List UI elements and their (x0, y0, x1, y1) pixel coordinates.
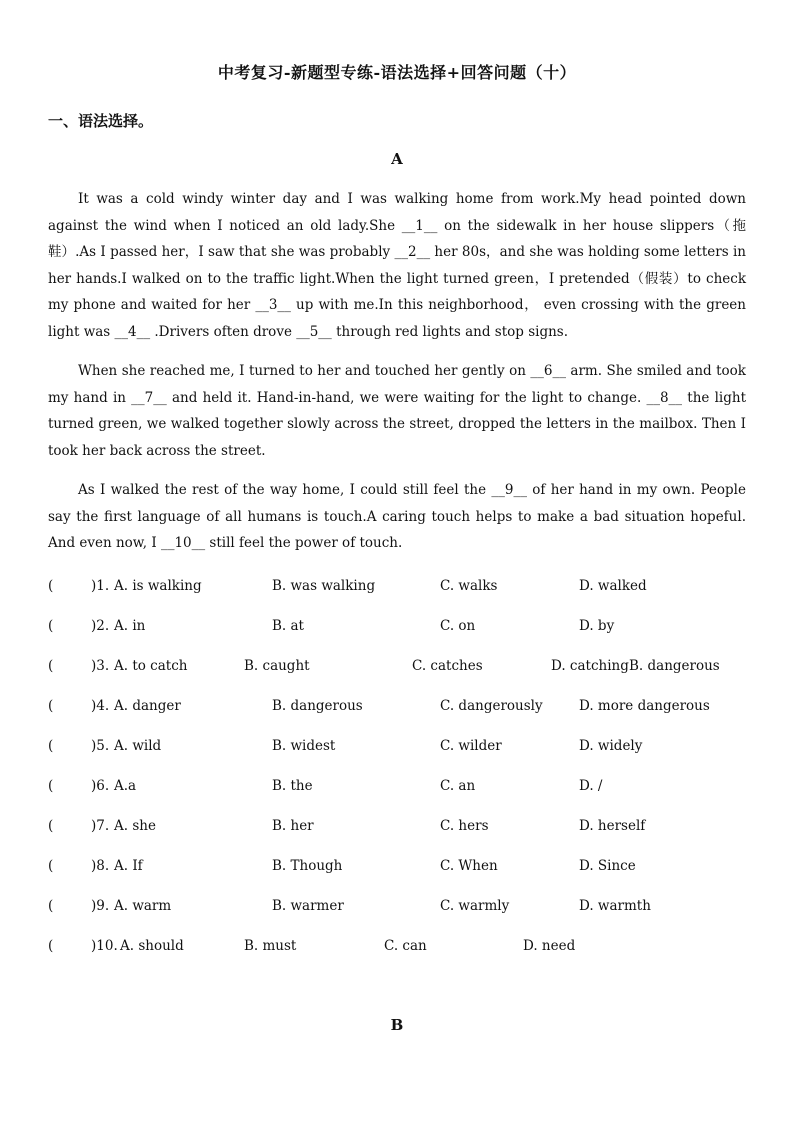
option-d: D. walked (579, 578, 647, 594)
question-number: )5. (91, 738, 110, 754)
option-a: A.a (114, 778, 137, 794)
option-b: B. was walking (272, 578, 376, 594)
question-number: )1. (91, 578, 110, 594)
section-heading: 一、语法选择。 (48, 112, 154, 130)
option-a: A. is walking (114, 578, 202, 594)
question-row (48, 818, 748, 838)
option-d: D. by (579, 618, 615, 634)
option-a: A. If (114, 858, 143, 874)
option-b: B. Though (272, 858, 343, 874)
question-number: )6. (91, 778, 110, 794)
question-row (48, 578, 748, 598)
answer-blank-open[interactable]: ( (48, 698, 54, 714)
question-row (48, 618, 748, 638)
answer-blank-open[interactable]: ( (48, 938, 54, 954)
option-b: B. widest (272, 738, 336, 754)
option-c: C. on (440, 618, 476, 634)
answer-blank-open[interactable]: ( (48, 818, 54, 834)
question-number: )9. (91, 898, 110, 914)
question-number: )4. (91, 698, 110, 714)
option-a: A. in (114, 618, 146, 634)
option-c: C. When (440, 858, 498, 874)
option-b: B. at (272, 618, 304, 634)
part-b-label: B (390, 1016, 404, 1034)
question-row (48, 698, 748, 718)
option-c: C. catches (412, 658, 483, 674)
question-row (48, 938, 748, 958)
answer-blank-open[interactable]: ( (48, 658, 54, 674)
question-number: )3. (91, 658, 110, 674)
question-number: )8. (91, 858, 110, 874)
answer-blank-open[interactable]: ( (48, 898, 54, 914)
option-extra: B. dangerous (629, 658, 720, 674)
question-row (48, 738, 748, 758)
option-b: B. dangerous (272, 698, 363, 714)
answer-blank-open[interactable]: ( (48, 778, 54, 794)
option-a: A. wild (114, 738, 162, 754)
part-a-label: A (391, 150, 403, 168)
option-d: D. herself (579, 818, 646, 834)
option-b: B. caught (244, 658, 310, 674)
question-row (48, 658, 748, 678)
option-c: C. walks (440, 578, 498, 594)
option-c: C. an (440, 778, 476, 794)
question-number: )7. (91, 818, 110, 834)
option-b: B. her (272, 818, 314, 834)
option-d: D. widely (579, 738, 643, 754)
option-c: C. wilder (440, 738, 502, 754)
passage-paragraph: It was a cold windy winter day and I was walking home from work.My head pointed down against the wind when I noticed an old lady.She __1__ on the sidewalk in her house slippers（拖鞋）.As I passed her，I saw that she was probably __2__ her 80s，and she was holding some letters in her hands.I walked on to the traffic light.When the light turned green，I pretended（假装）to check my phone and waited for her __3__ up with me.In this neighborhood， even crossing with the green light was __4__ .Drivers often drove __5__ through red lights and stop signs. (48, 191, 746, 340)
question-row (48, 778, 748, 798)
option-b: B. must (244, 938, 297, 954)
question-number: )2. (91, 618, 110, 634)
passage-paragraph: When she reached me, I turned to her and touched her gently on __6__ arm. She smiled and took my hand in __7__ and held it. Hand-in-hand, we were waiting for the light to change. __8__ the light turned green, we walked together slowly across the street, dropped the letters in the mailbox. Then I took her back across the street. (48, 363, 746, 459)
option-d: D. Since (579, 858, 636, 874)
page-title: 中考复习-新题型专练-语法选择+回答问题（十） (217, 63, 577, 82)
option-d: D. need (523, 938, 576, 954)
option-a: A. she (114, 818, 156, 834)
option-d: D. catching (551, 658, 629, 674)
question-row (48, 858, 748, 878)
option-a: A. danger (114, 698, 181, 714)
option-d: D. / (579, 778, 603, 794)
option-c: C. warmly (440, 898, 510, 914)
answer-blank-open[interactable]: ( (48, 858, 54, 874)
answer-blank-open[interactable]: ( (48, 618, 54, 634)
option-c: C. hers (440, 818, 489, 834)
option-a: A. should (120, 938, 184, 954)
option-b: B. the (272, 778, 313, 794)
option-a: A. to catch (114, 658, 188, 674)
option-c: C. dangerously (440, 698, 543, 714)
passage-paragraph: As I walked the rest of the way home, I could still feel the __9__ of her hand in my own. People say the first language of all humans is touch.A caring touch helps to make a bad situation hopeful. And even now, I __10__ still feel the power of touch. (48, 482, 746, 551)
answer-blank-open[interactable]: ( (48, 738, 54, 754)
option-c: C. can (384, 938, 427, 954)
answer-blank-open[interactable]: ( (48, 578, 54, 594)
option-d: D. warmth (579, 898, 651, 914)
option-b: B. warmer (272, 898, 344, 914)
option-d: D. more dangerous (579, 698, 710, 714)
option-a: A. warm (114, 898, 172, 914)
question-number: )10. (91, 938, 118, 954)
question-row (48, 898, 748, 918)
passage-a (48, 186, 746, 570)
